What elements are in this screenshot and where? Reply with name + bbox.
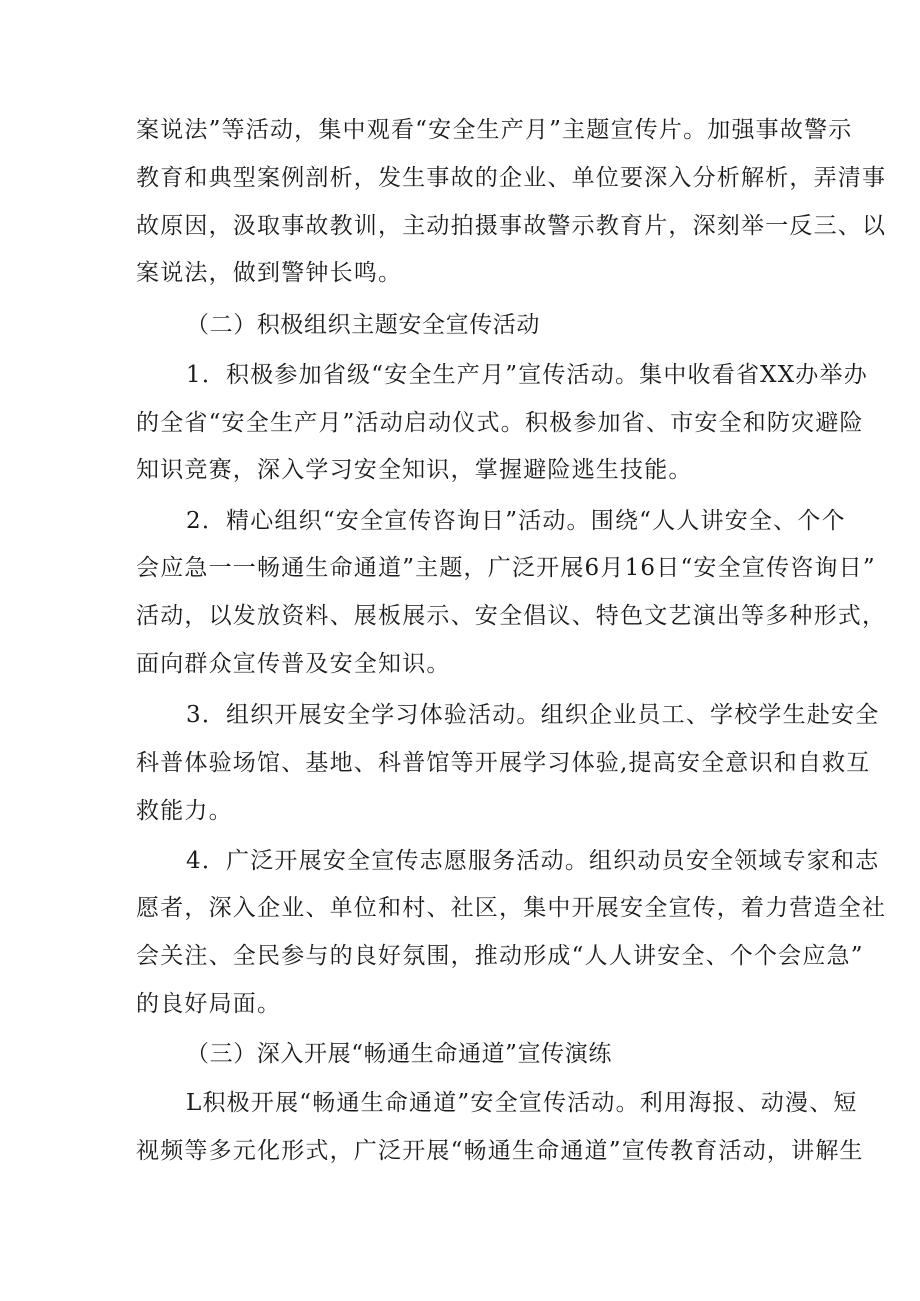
paragraph-line: 会关注、全民参与的良好氛围，推动形成“人人讲安全、个个会应急” — [136, 943, 864, 969]
paragraph-line: 故原因，汲取事故教训，主动拍摄事故警示教育片，深刻举一反三、以 — [136, 213, 887, 239]
paragraph-line: 会应急一一畅通生命通道”主题，广泛开展6月16日“安全宣传咨询日” — [136, 555, 876, 581]
paragraph-line: 教育和典型案例剖析，发生事故的企业、单位要深入分析解析，弄清事 — [136, 165, 887, 191]
paragraph-line: 的全省“安全生产月”活动启动仪式。积极参加省、市安全和防灾避险 — [136, 410, 864, 436]
paragraph-line: 视频等多元化形式，广泛开展“畅通生命通道”宣传教育活动，讲解生 — [136, 1138, 864, 1164]
paragraph-line: 救能力。 — [136, 798, 233, 824]
paragraph-line: 案说法”等活动，集中观看“安全生产月”主题宣传片。加强事故警示 — [136, 117, 853, 143]
paragraph-line: 2．精心组织“安全宣传咨询日”活动。围绕“人人讲安全、个个 — [186, 508, 846, 534]
paragraph-line: L积极开展“畅通生命通道”安全宣传活动。利用海报、动漫、短 — [186, 1090, 858, 1116]
paragraph-line: 3．组织开展安全学习体验活动。组织企业员工、学校学生赴安全 — [186, 702, 880, 728]
paragraph-line: 1．积极参加省级“安全生产月”宣传活动。集中收看省XX办举办 — [186, 362, 868, 388]
paragraph-line: 4．广泛开展安全宣传志愿服务活动。组织动员安全领域专家和志 — [186, 848, 880, 874]
section-heading: （二）积极组织主题安全宣传活动 — [186, 312, 540, 338]
paragraph-line: 科普体验场馆、基地、科普馆等开展学习体验,提高安全意识和自救互 — [136, 750, 871, 776]
paragraph-line: 愿者，深入企业、单位和村、社区，集中开展安全宣传，着力营造全社 — [136, 895, 887, 921]
paragraph-line: 案说法，做到警钟长鸣。 — [136, 260, 403, 286]
paragraph-line: 知识竞赛，深入学习安全知识，掌握避险逃生技能。 — [136, 457, 693, 483]
paragraph-line: 的良好局面。 — [136, 991, 282, 1017]
section-heading: （三）深入开展“畅通生命通道”宣传演练 — [186, 1041, 612, 1067]
paragraph-line: 面向群众宣传普及安全知识。 — [136, 651, 451, 677]
paragraph-line: 活动，以发放资料、展板展示、安全倡议、特色文艺演出等多种形式， — [136, 603, 887, 629]
